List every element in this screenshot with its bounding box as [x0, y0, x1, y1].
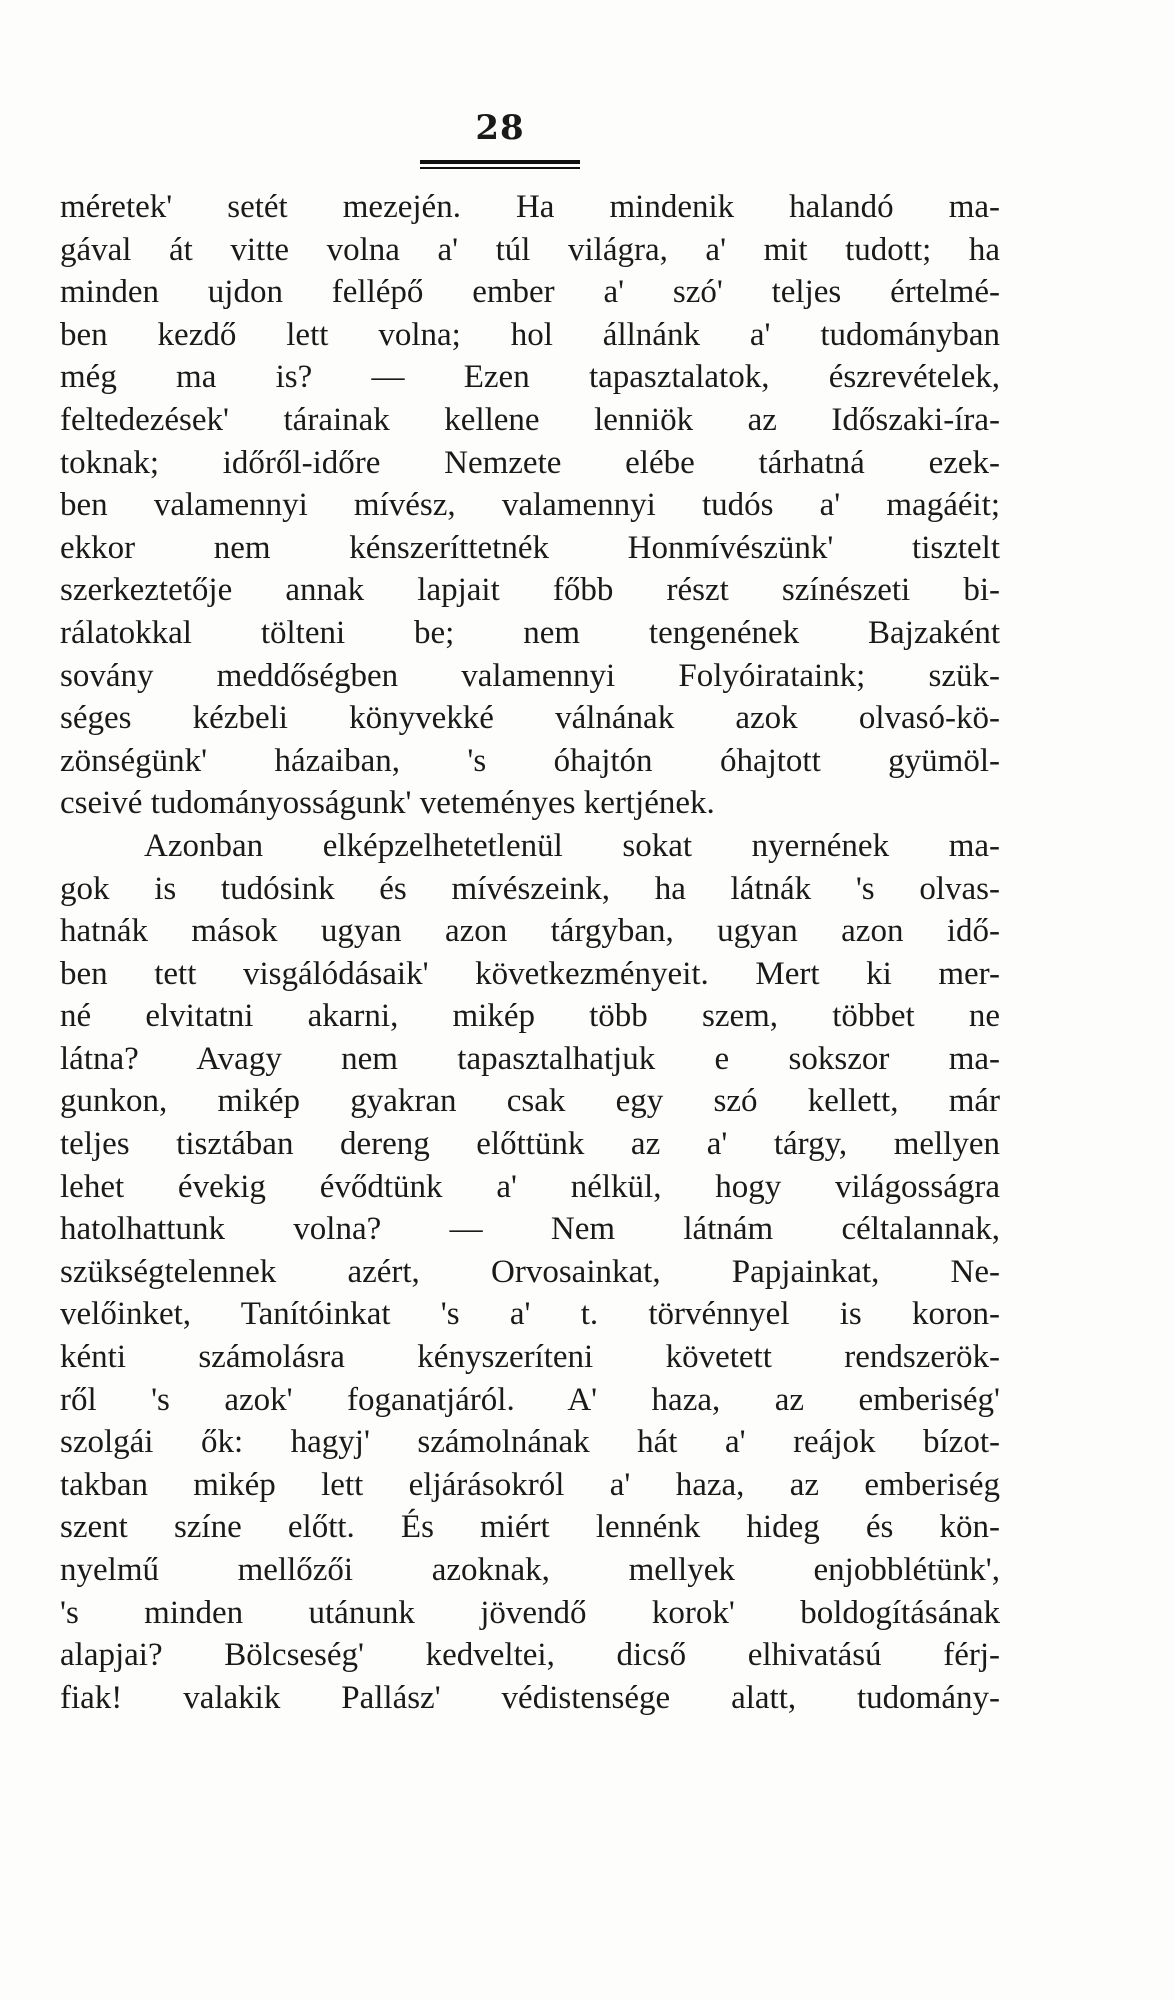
- text-line: még ma is? — Ezen tapasztalatok, észrevételek,: [60, 359, 1000, 396]
- text-line: toknak; időről-időre Nemzete elébe tárhatná ezek-: [60, 444, 1000, 481]
- text-line: ről 's azok' foganatjáról. A' haza, az emberiség': [60, 1381, 1000, 1418]
- text-line: alapjai? Bölcseség' kedveltei, dicső elhivatású férj-: [60, 1637, 1000, 1674]
- text-line: méretek' setét mezején. Ha mindenik halandó ma-: [60, 189, 1000, 225]
- text-line: szükségtelennek azért, Orvosainkat, Papjainkat, Ne-: [60, 1253, 1000, 1290]
- text-line: séges kézbeli könyvekké válnának azok olvasó-kö-: [60, 700, 1000, 737]
- text-line: rálatokkal tölteni be; nem tengenének Bajzaként: [60, 614, 1000, 651]
- text-line: Azonban elképzelhetetlenül sokat nyernének ma-: [144, 827, 1000, 864]
- text-line: velőinket, Tanítóinkat 's a' t. törvénnyel is koron-: [60, 1296, 1000, 1333]
- text-line: zönségünk' házaiban, 's óhajtón óhajtott gyümöl-: [60, 742, 1000, 779]
- text-line: kénti számolásra kényszeríteni követett rendszerök-: [60, 1339, 1000, 1376]
- text-line: ben valamennyi mívész, valamennyi tudós a' magáéit;: [60, 487, 1000, 524]
- text-line: 's minden utánunk jövendő korok' boldogításának: [60, 1594, 1000, 1631]
- text-line: sovány meddőségben valamennyi Folyóirataink; szük-: [60, 657, 1000, 694]
- header-rule: [420, 160, 580, 164]
- text-line: cseivé tudományosságunk' veteményes kertjének.: [60, 785, 715, 822]
- text-line: minden ujdon fellépő ember a' szó' teljes értelmé-: [60, 274, 1000, 311]
- text-line: takban mikép lett eljárásokról a' haza, az emberiség: [60, 1466, 1000, 1503]
- text-line: ben tett visgálódásaik' következményeit. Mert ki mer-: [60, 955, 1000, 992]
- text-line: gok is tudósink és mívészeink, ha látnák 's olvas-: [60, 870, 1000, 907]
- page-number: 28: [475, 108, 525, 148]
- text-line: szerkeztetője annak lapjait főbb részt színészeti bi-: [60, 572, 1000, 609]
- text-line: szolgái ők: hagyj' számolnának hát a' reájok bízot-: [60, 1424, 1000, 1461]
- text-line: né elvitatni akarni, mikép több szem, többet ne: [60, 998, 1000, 1035]
- text-line: látna? Avagy nem tapasztalhatjuk e sokszor ma-: [60, 1040, 1000, 1077]
- text-line: lehet évekig évődtünk a' nélkül, hogy világosságra: [60, 1168, 1000, 1205]
- text-line: ben kezdő lett volna; hol állnánk a' tudományban: [60, 316, 1000, 353]
- text-line: hatnák mások ugyan azon tárgyban, ugyan azon idő-: [60, 913, 1000, 950]
- header-rule-thin: [420, 167, 580, 169]
- body-text: [60, 186, 1000, 1719]
- text-line: teljes tisztában dereng előttünk az a' tárgy, mellyen: [60, 1126, 1000, 1163]
- text-line: gával át vitte volna a' túl világra, a' mit tudott; ha: [60, 231, 1000, 268]
- text-line: fiak! valakik Pallász' védistensége alatt, tudomány-: [60, 1679, 1000, 1716]
- text-line: szent színe előtt. És miért lennénk hideg és kön-: [60, 1509, 1000, 1546]
- text-line: ekkor nem kénszeríttetnék Honmívészünk' tisztelt: [60, 529, 1000, 566]
- text-line: gunkon, mikép gyakran csak egy szó kellett, már: [60, 1083, 1000, 1120]
- text-line: hatolhattunk volna? — Nem látnám céltalannak,: [60, 1211, 1000, 1248]
- text-line: feltedezések' tárainak kellene lenniök az Időszaki-íra-: [60, 401, 1000, 438]
- text-line: nyelmű mellőzői azoknak, mellyek enjobblétünk',: [60, 1552, 1000, 1588]
